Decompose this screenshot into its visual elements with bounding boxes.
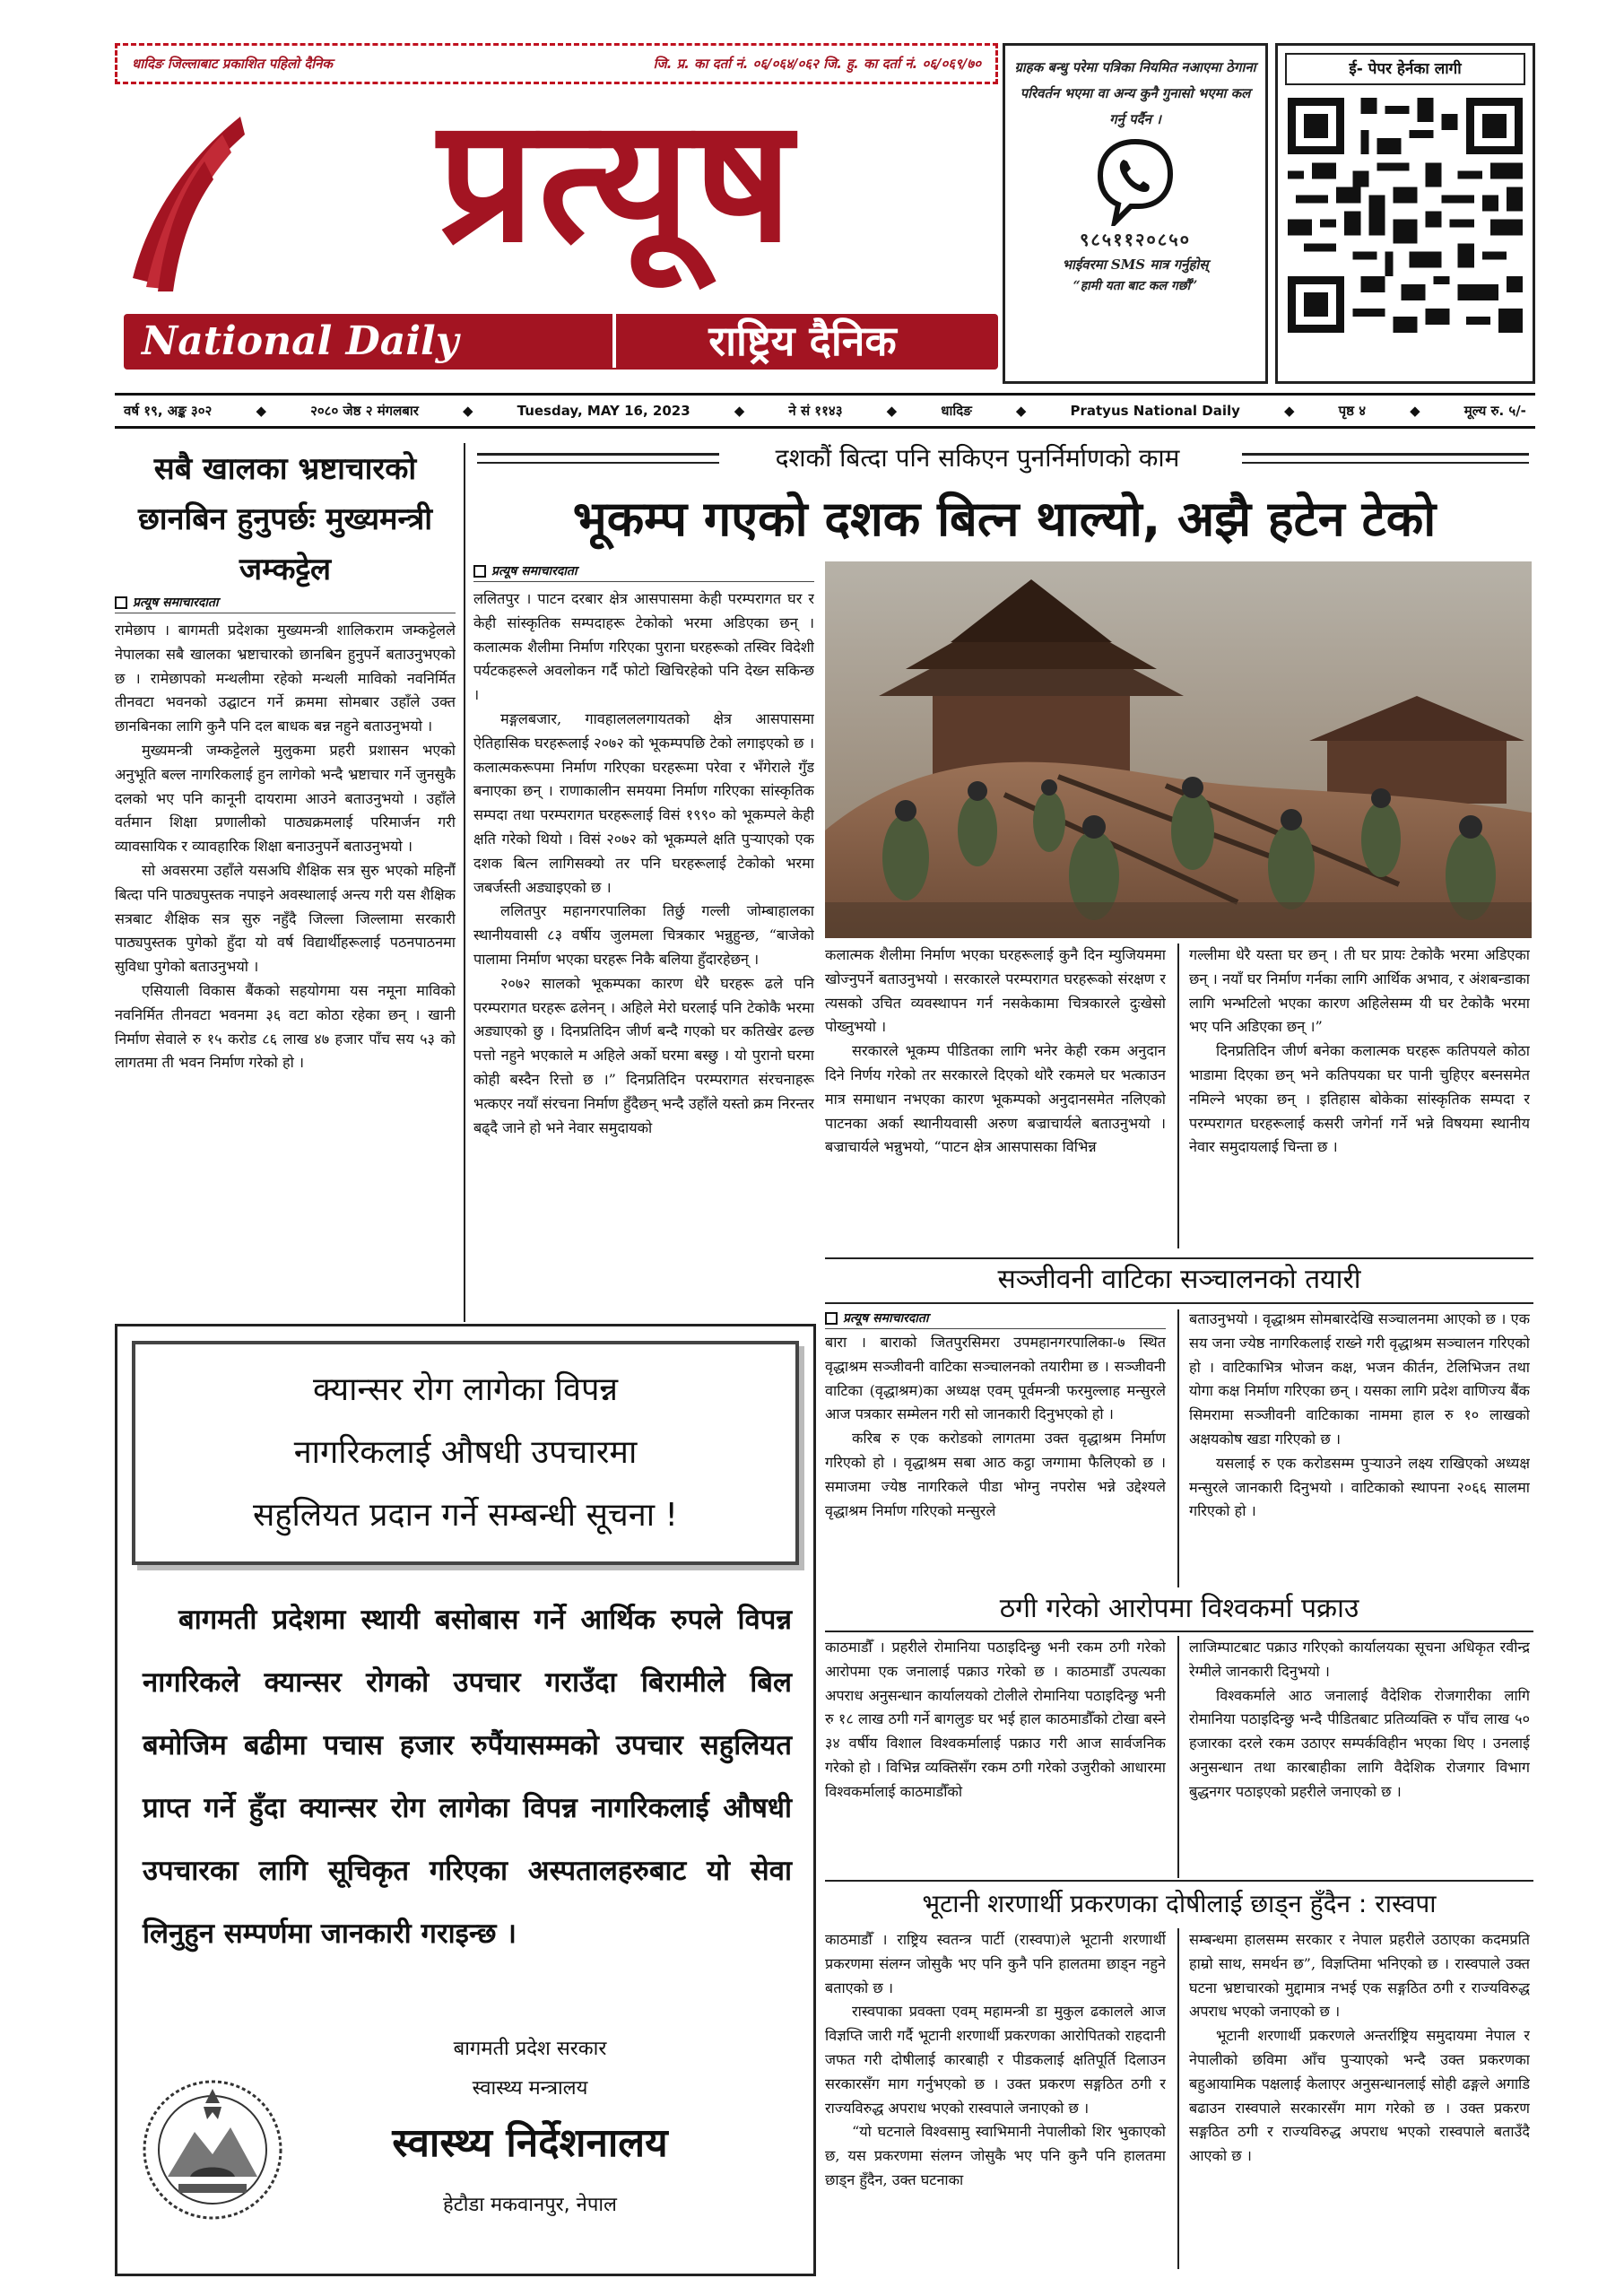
nepal-government-emblem-icon [141,2078,284,2222]
paragraph: सरकारले भूकम्प पीडितका लागि भनेर केही रकम अनुदान दिने निर्णय गरेको तर सरकारले दिएको थोरै रकमले घर भत्काउन मात्र समाधान नभएका कारण भूकम्पको अनुदानसमेत नलिएको पाटनका अर्का स्थानीयवासी अरुण बज्राचार्यले बताउनुभयो । बज्राचार्यले भन्नुभयो, “पाटन क्षेत्र आसपासका विभिन्न [825,1042,1166,1156]
paragraph: करिब रु एक करोडको लागतमा उक्त वृद्धाश्रम निर्माण गरिएको हो । वृद्धाश्रम सबा आठ कट्ठा जग्गामा फैलिएको छ । समाजमा ज्येष्ठ नागरिकले पीडा भोग्नु नपरोस भन्ने उद्देश्यले वृद्धाश्रम निर्माण गरिएको मन्सुरले [825,1430,1166,1519]
main-story-col2 [825,944,1166,1259]
ad-title-line: नागरिकलाई औषधी उपचारमा [293,1434,638,1471]
masthead [115,82,998,377]
column-divider [1177,1636,1179,1878]
paragraph: रामेछाप । बागमती प्रदेशका मुख्यमन्त्री शालिकराम जम्कट्टेलले नेपालका सबै खालका भ्रष्टाचारको छानबिन हुनुपर्ने बताउनुभएको छ । रामेछापको मन्थलीमा रहेको मन्थली माविको नवनिर्मित तीनवटा भवनको उद्घाटन गर्ने क्रममा सोमबार उहाँले उक्त छानबिनका लागि कुनै पनि दल बाधक बन्न नहुने बताउनुभयो । [115,622,456,735]
paragraph: लाजिम्पाटबाट पक्राउ गरिएको कार्यालयका सूचना अधिकृत रवीन्द्र रेग्मीले जानकारी दिनुभयो । [1189,1639,1530,1680]
kicker-rule-left [477,453,719,456]
main-headline: भूकम्प गएको दशक बित्न थाल्यो, अझै हटेन टेको [572,491,1437,547]
paragraph: मुख्यमन्त्री जम्कट्टेलले मुलुकमा प्रहरी प्रशासन भएको अनुभूति बल्ल नागरिकलाई हुन लागेको भन्दै भ्रष्टाचार गर्ने जुनसुकै दलको भए पनि कानूनी दायरामा आउने बताउनुभयो । उहाँले वर्तमान शिक्षा प्रणालीको पाठ्यक्रमलाई परिमार्जन गरी व्यावसायिक र व्यावहारिक शिक्षा बनाउनुपर्ने बताउनुभयो । [115,741,456,856]
registration-numbers: जि. प्र. का दर्ता नं. ०६/०६४/०६२ जि. हु. का दर्ता नं. ०६/०६९/७० [653,56,981,72]
paragraph: २०७२ सालको भूकम्पका कारण धेरै घरहरू ढले पनि परम्परागत घरहरू ढलेनन् । अहिले मेरो घरलाई पनि टेकोकै भरमा अड्याएको छु । दिनप्रतिदिन जीर्ण बन्दै गएको घर कतिखेर ढल्छ पत्तो नहुने भएकाले म अहिले अर्को घरमा बस्छु । यो पुरानो घरमा कोही बस्दैन रित्तो छ ।” दिनप्रतिदिन परम्परागत संरचनाहरू भत्कएर नयाँ संरचना निर्माण हुँदैछन् भन्दै उहाँले यस्तो क्रम निरन्तर बढ्दै जाने हो भने नेवार समुदायको [473,974,814,1136]
pen-feather-logo-icon [115,99,249,314]
checkbox-icon [825,1312,838,1325]
left-story-headline: सबै खालका भ्रष्टाचारको छानबिन हुनुपर्छः मुख्यमन्त्री जम्कट्टेल [137,451,433,587]
health-notice-ad [115,1324,816,2276]
paper-name-en: Pratyus National Daily [1070,403,1240,419]
column-divider [464,443,465,1322]
nepal-sambat: ने सं ११४३ [788,403,843,419]
section-rule [825,1631,1533,1632]
paragraph: काठमाडौँ । प्रहरीले रोमानिया पठाइदिन्छु भनी रकम ठगी गरेको आरोपमा एक जनालाई पक्राउ गरेको छ । काठमाडौँ उपत्यका अपराध अनुसन्धान कार्यालयको टोलीले रोमानिया पठाइदिन्छु भनी रु १८ लाख ठगी गर्ने बागलुङ घर भई हाल काठमाडौँको टोखा बस्ने ३४ वर्षीय विशाल विश्वकर्मालाई पक्राउ गरी आज सार्वजनिक गरेको हो । विभिन्न व्यक्तिसँग रकम ठगी गरेको उजुरीको आधारमा विश्वकर्मालाई काठमाडौँको [825,1639,1166,1800]
ad-body: बागमती प्रदेशमा स्थायी बसोबास गर्ने आर्थिक रुपले विपन्न नागरिकले क्यान्सर रोगको उपचार गराउँदा बिरामीले बिल बमोजिम बढीमा पचास हजार रुपैंयासम्मको उपचार सहुलियत प्राप्त गर्ने हुँदा क्यान्सर रोग लागेका विपन्न नागरिकलाई औषधी उपचारका लागि सूचिकृत गरिएका अस्पतालहरुबाट यो सेवा लिनुहुन सम्पर्णमा जानकारी गराइन्छ । [143,1604,792,1950]
epaper-label: ई- पेपर हेर्नका लागी [1285,53,1525,85]
paragraph: बताउनुभयो । वृद्धाश्रम सोमबारदेखि सञ्चालनमा आएको छ । एक सय जना ज्येष्ठ नागरिकलाई राख्ने गरी वृद्धाश्रम सञ्चालन गरिएको हो । वाटिकाभित्र भोजन कक्ष, भजन कीर्तन, टेलिभिजन तथा योगा कक्ष निर्माण गरिएका छन् । यसका लागि प्रदेश वाणिज्य बैंक सिमरामा सञ्जीवनी वाटिकाका नाममा हाल रु १० लाखको अक्षयकोष खडा गरिएको छ । [1189,1310,1530,1448]
paragraph: ललितपुर । पाटन दरबार क्षेत्र आसपासमा केही परम्परागत घर र केही सांस्कृतिक सम्पदाहरू टेकोको भरमा अडिएका छन् । कलात्मक शैलीमा निर्माण गरिएका पुराना घरहरूको तस्विर विदेशी पर्यटकहरूले अवलोकन गर्दै फोटो खिचिरहेको पनि देख्न सकिन्छ । [473,590,814,704]
kicker-rule-right2 [1242,462,1529,464]
paragraph: भूटानी शरणार्थी प्रकरणले अन्तर्राष्ट्रिय समुदायमा नेपाल र नेपालीको छविमा आँच पुऱ्याएको भन्दै उक्त प्रकरणका बहुआयामिक पक्षलाई केलाएर अनुसन्धानलाई सोही ढङ्गले अगाडि बढाउन रास्वपाले सरकारसँग माग गरेको छ । उक्त प्रकरण सङ्गठित ठगी र राज्यविरुद्ध अपराध भएको रास्वपाले बताउँदै आएको छ । [1189,2027,1530,2165]
ad-directorate: स्वास्थ्य निर्देशनालय [392,2120,668,2166]
notice-text: ग्राहक बन्धु परेमा पत्रिका नियमित नआएमा ठेगाना परिवर्तन भएमा वा अन्य कुनै गुनासो भएमा कल गर्नु पर्दैन । [1014,59,1256,127]
paragraph: काठमाडौँ । राष्ट्रिय स्वतन्त्र पार्टी (रास्वपा)ले भूटानी शरणार्थी प्रकरणमा संलग्न जोसुकै भए पनि कुनै पनि हालतमा छाड्न नहुने बताएको छ । [825,1931,1166,1996]
english-date: Tuesday, MAY 16, 2023 [517,403,690,419]
place: धादिङ [941,403,972,419]
section-rule [825,1880,1533,1882]
paragraph: ललितपुर महानगरपालिका तिर्छु गल्ली जोम्बाहालका स्थानीयवासी ८३ वर्षीय जुलमला चित्रकार भन्नुहुन्छ, “बाजेको पालामा निर्माण भएका घरहरू निकै बलिया हुँदारहेछन् । [473,902,814,968]
kicker-rule-right [1242,453,1529,456]
bhutani-headline: भूटानी शरणार्थी प्रकरणका दोषीलाई छाड्न हुँदैन : रास्वपा [922,1889,1437,1918]
sanjivani-headline: सञ्जीवनी वाटिका सञ्चालनको तयारी [997,1264,1361,1295]
sanjivani-col1 [825,1331,1166,1591]
date-bar: वर्ष १९, अङ्क ३०२ ◆ २०८० जेष्ठ २ मंगलबार ◆ Tuesday, MAY 16, 2023 ◆ ने सं ११४३ ◆ धादिङ ◆ Pratyus National Daily ◆ पृष्ठ ४ ◆ मूल्य रु. ५/- [115,393,1535,429]
issue-number: वर्ष १९, अङ्क ३०२ [124,403,213,419]
checkbox-icon [473,565,486,578]
nepali-subtitle: राष्ट्रिय दैनिक [612,314,989,368]
sanjivani-col2 [1189,1308,1530,1591]
kicker-rule-left2 [477,462,719,464]
english-subtitle: National Daily [142,318,459,364]
viber-phone-icon [1095,136,1176,226]
paragraph: मङ्गलबजार, गावहालललगायतको क्षेत्र आसपासमा ऐतिहासिक घरहरूलाई २०७२ को भूकम्पपछि टेको लगाइएको छ । कलात्मकरूपमा निर्माण गरिएका घरहरूमा परेवा र भँगेराले गुँड बनाएका छन् । राणाकालीन समयमा निर्माण गरिएका सांस्कृतिक सम्पदा तथा परम्परागत घरहरूलाई विसं १९९० को भूकम्पले केही क्षति गरेको थियो । विसं २०७२ को भूकम्पले क्षति पुऱ्याएको एक दशक बित्न लागिसक्यो तर पनि घरहरूलाई टेकोको भरमा जबर्जस्ती अड्याइएको छ । [473,709,814,896]
paragraph: एसियाली विकास बैंकको सहयोगमा यस नमूना माविको नवनिर्मित तीनवटा भवनमा ३६ वटा कोठा रहेका छन् । खानी निर्माण सेवाले रु १५ करोड ८६ लाख ४७ हजार पाँच सय ५३ को लागतमा ती भवन निर्माण गरेको हो । [115,981,456,1072]
call-back-quote: “हामी यता बाट कल गर्छौं” [1073,279,1198,293]
nepali-date: २०८० जेष्ठ २ मंगलबार [310,403,419,419]
sms-note: भाईवरमा SMS मात्र गर्नुहोस् [1062,257,1209,273]
left-story-credit: प्रत्यूष समाचारदाता [115,592,456,613]
paragraph: सो अवसरमा उहाँले यसअघि शैक्षिक सत्र सुरु भएको महिनौँ बित्दा पनि पाठ्यपुस्तक नपाइने अवस्थालाई अन्त्य गरी यस शैक्षिक सत्रबाट शैक्षिक सत्र सुरु नहुँदै जिल्ला जिल्लामा सरकारी पाठ्यपुस्तक पुगेको हुँदा यो वर्ष विद्यार्थीहरूलाई पठनपाठनमा सुविधा पुगेको बताउनुभयो । [115,861,456,976]
paragraph: यसलाई रु एक करोडसम्म पुऱ्याउने लक्ष्य राखिएको अध्यक्ष मन्सुरले जानकारी दिनुभयो । वाटिकाको स्थापना २०६६ सालमा गरिएको हो । [1189,1454,1530,1520]
ad-gov: बागमती प्रदेश सरकार [453,2038,607,2060]
checkbox-icon [115,596,127,609]
column-divider [1177,1928,1179,2269]
sanjivani-credit: प्रत्यूष समाचारदाता [825,1308,1166,1329]
paragraph: सम्बन्धमा हालसम्म सरकार र नेपाल प्रहरीले उठाएका कदमप्रति हाम्रो साथ, समर्थन छ”, विज्ञप्तिमा भनिएको छ । रास्वपाले उक्त घटना भ्रष्टाचारको मुद्दामात्र नभई एक सङ्गठित ठगी र राज्यविरुद्ध अपराध भएको जनाएको छ । [1189,1931,1530,2021]
qr-code-icon[interactable] [1288,98,1523,333]
paragraph: बारा । बाराको जितपुरसिमरा उपमहानगरपालिका-७ स्थित वृद्धाश्रम सञ्जीवनी वाटिका सञ्चालनको तयारीमा छ । सञ्जीवनी वाटिका (वृद्धाश्रम)का अध्यक्ष एवम् पूर्वमन्त्री फरमुल्लाह मन्सुरले आज पत्रकार सम्मेलन गरी सो जानकारी दिनुभएको हो । [825,1334,1166,1423]
paragraph: विश्वकर्माले आठ जनालाई वैदेशिक रोजगारीका लागि रोमानिया पठाइदिन्छु भन्दै पीडितबाट प्रतिव्यक्ति रु पाँच लाख ५० हजारका दरले रकम उठाएर सम्पर्कविहीन भएका थिए । उनलाई अनुसन्धान तथा कारबाहीका लागि वैदेशिक रोजगार विभाग बुद्धनगर पठाइएको प्रहरीले जनाएको छ । [1189,1686,1530,1800]
main-kicker: दशकौं बित्दा पनि सकिएन पुनर्निर्माणको काम [775,443,1180,473]
vishwakarma-headline: ठगी गरेको आरोपमा विश्वकर्मा पक्राउ [999,1593,1359,1624]
ad-address: हेटौडा मकवानपुर, नेपाल [443,2194,617,2216]
paper-title: प्रत्यूष [438,82,796,280]
main-story-col1 [473,587,814,1323]
bhutani-col2 [1189,1928,1530,2269]
paragraph: गल्लीमा धेरै यस्ता घर छन् । ती घर प्रायः टेकोकै भरमा अडिएका छन् । नयाँ घर निर्माण गर्नका लागि आर्थिक अभाव, र अंशबन्डाका लागि भन्भटिलो भएका कारण अहिलेसम्म यी घर टेकोकै भरमा भए पनि अडिएका छन् ।” [1189,946,1530,1036]
ad-ministry: स्वास्थ्य मन्त्रालय [472,2077,588,2100]
viber-number: ९८५११२०८५० [1080,229,1191,250]
price: मूल्य रु. ५/- [1463,403,1526,419]
ad-title-line: सहुलियत प्रदान गर्ने सम्बन्धी सूचना ! [253,1497,678,1534]
main-story-credit: प्रत्यूष समाचारदाता [473,561,814,582]
left-story-body [115,619,456,1318]
epaper-box [1275,43,1535,384]
bhutani-col1 [825,1928,1166,2269]
vishwakarma-col1 [825,1636,1166,1878]
ad-title-line: क्यान्सर रोग लागेका विपन्न [312,1371,619,1408]
paragraph: “यो घटनाले विश्वसामु स्वाभिमानी नेपालीको शिर भुकाएको छ, यस प्रकरणमा संलग्न जोसुकै भए पनि कुनै पनि हालतमा छाड्न हुँदैन, उक्त घटनाका [825,2123,1166,2188]
paragraph: रास्वपाका प्रवक्ता एवम् महामन्त्री डा मुकुल ढकालले आज विज्ञप्ति जारी गर्दै भूटानी शरणार्थी प्रकरणका आरोपितको राहदानी जफत गरी दोषीलाई कारबाही र पीडकलाई क्षतिपूर्ति दिलाउन सरकारसँग माग गर्नुभएको छ । उक्त प्रकरण सङ्गठित ठगी र राज्यविरुद्ध अपराध भएको रास्वपाले जनाएको छ । [825,2003,1166,2117]
main-story-col3 [1189,944,1530,1213]
column-divider [1177,1309,1179,1587]
page-number: पृष्ठ ४ [1338,403,1367,419]
first-daily-tagline: धादिङ जिल्लाबाट प्रकाशित पहिलो दैनिक [132,56,333,72]
column-divider [1177,944,1179,1248]
vishwakarma-col2 [1189,1636,1530,1878]
section-rule [825,1302,1533,1304]
paragraph: दिनप्रतिदिन जीर्ण बनेका कलात्मक घरहरू कतिपयले कोठा भाडामा दिएका छन् भने कतिपयका घर पानी चुहिएर बस्नसमेत नमिल्ने भएका छन् । इतिहास बोकेका सांस्कृतिक सम्पदा र परम्परागत घरहरूलाई कसरी जगेर्ना गर्ने भन्ने विषयमा स्थानीय नेवार समुदायलाई चिन्ता छ । [1189,1042,1530,1156]
earthquake-rubble-photo [825,561,1532,938]
ad-title-box [132,1341,799,1565]
reader-notice-box [1003,43,1268,384]
paragraph: कलात्मक शैलीमा निर्माण भएका घरहरूलाई कुनै दिन म्युजियममा खोज्नुपर्ने बताउनुभयो । सरकारले परम्परागत घरहरूको संरक्षण र त्यसको उचित व्यवस्थापन गर्न नसकेकामा चित्रकारले दुःखेसो पोख्नुभयो । [825,946,1166,1036]
